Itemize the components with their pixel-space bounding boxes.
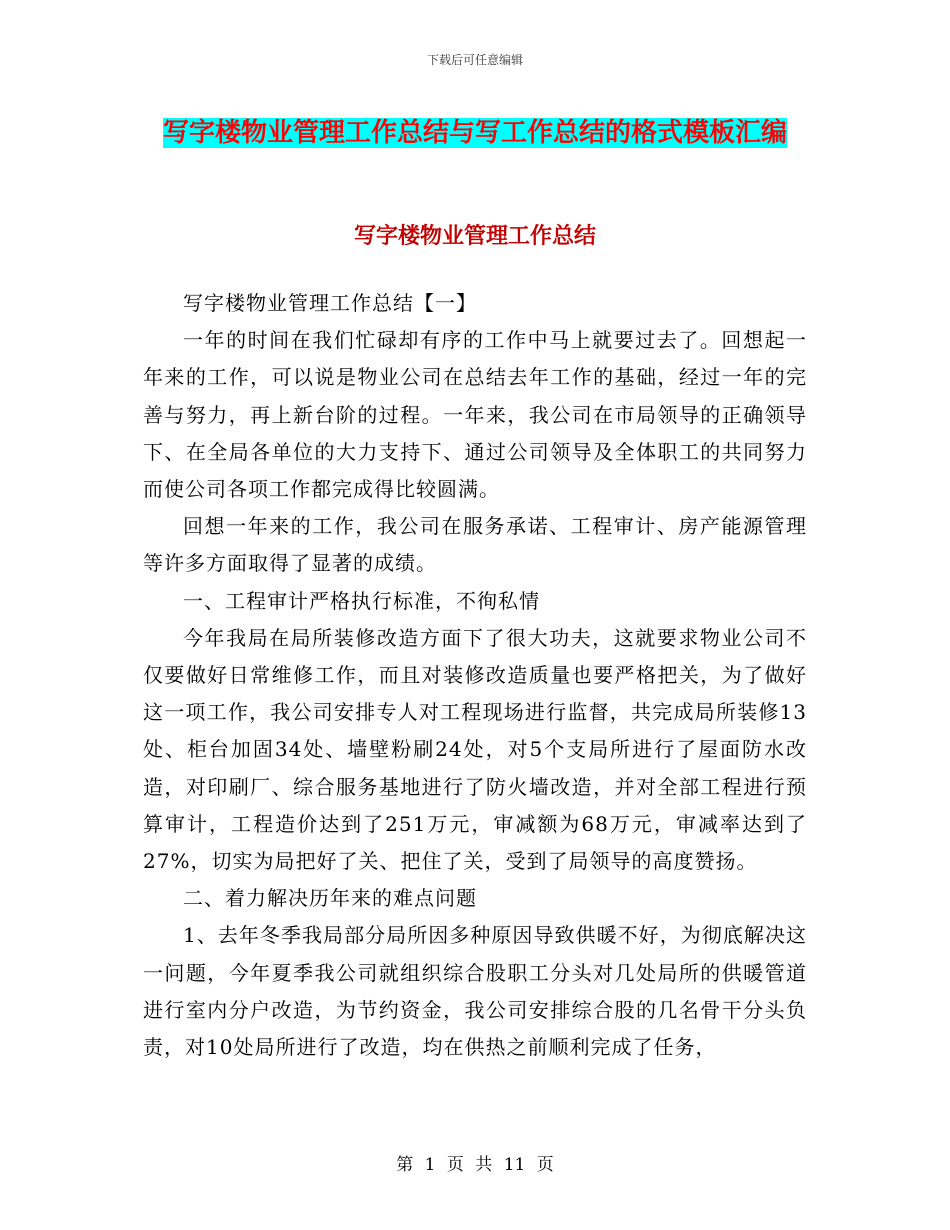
paragraph: 今年我局在局所装修改造方面下了很大功夫，这就要求物业公司不仅要做好日常维修工作，而且对装修改造质量也要严格把关，为了做好这一项工作，我公司安排专人对工程现场进行监督，共完成局所装修13处、柜台加固34处、墙壁粉刷24处，对5个支局所进行了屋面防水改造，对印刷厂、综合服务基地进行了防火墙改造，并对全部工程进行预算审计，工程造价达到了251万元，审减额为68万元，审减率达到了27%，切实为局把好了关、把住了关，受到了局领导的高度赞扬。	[143, 625, 807, 874]
paragraph: 一年的时间在我们忙碌却有序的工作中马上就要过去了。回想起一年来的工作，可以说是物业公司在总结去年工作的基础，经过一年的完善与努力，再上新台阶的过程。一年来，我公司在市局领导的正确领导下、在全局各单位的大力支持下、通过公司领导及全体职工的共同努力而使公司各项工作都完成得比较圆满。	[143, 328, 807, 502]
paragraph: 写字楼物业管理工作总结【一】	[183, 291, 477, 315]
paragraph: 一、工程审计严格执行标准，不徇私情	[183, 588, 540, 613]
document-title-text: 写字楼物业管理工作总结与写工作总结的格式模板汇编	[162, 118, 787, 148]
paragraph: 回想一年来的工作，我公司在服务承诺、工程审计、房产能源管理等许多方面取得了显著的成绩。	[143, 514, 807, 576]
paragraph: 二、着力解决历年来的难点问题	[183, 886, 477, 911]
document-title	[140, 110, 810, 156]
page-footer: 第 1 页 共 11 页	[396, 1155, 554, 1175]
page-header: 下载后可任意编辑	[426, 53, 523, 67]
section-title: 写字楼物业管理工作总结	[353, 223, 596, 249]
paragraph: 1、去年冬季我局部分局所因多种原因导致供暖不好，为彻底解决这一问题，今年夏季我公司就组织综合股职工分头对几处局所的供暖管道进行室内分户改造，为节约资金，我公司安排综合股的几名骨干分头负责，对10处局所进行了改造，均在供热之前顺利完成了任务，	[143, 923, 807, 1060]
document-body	[143, 285, 807, 1066]
